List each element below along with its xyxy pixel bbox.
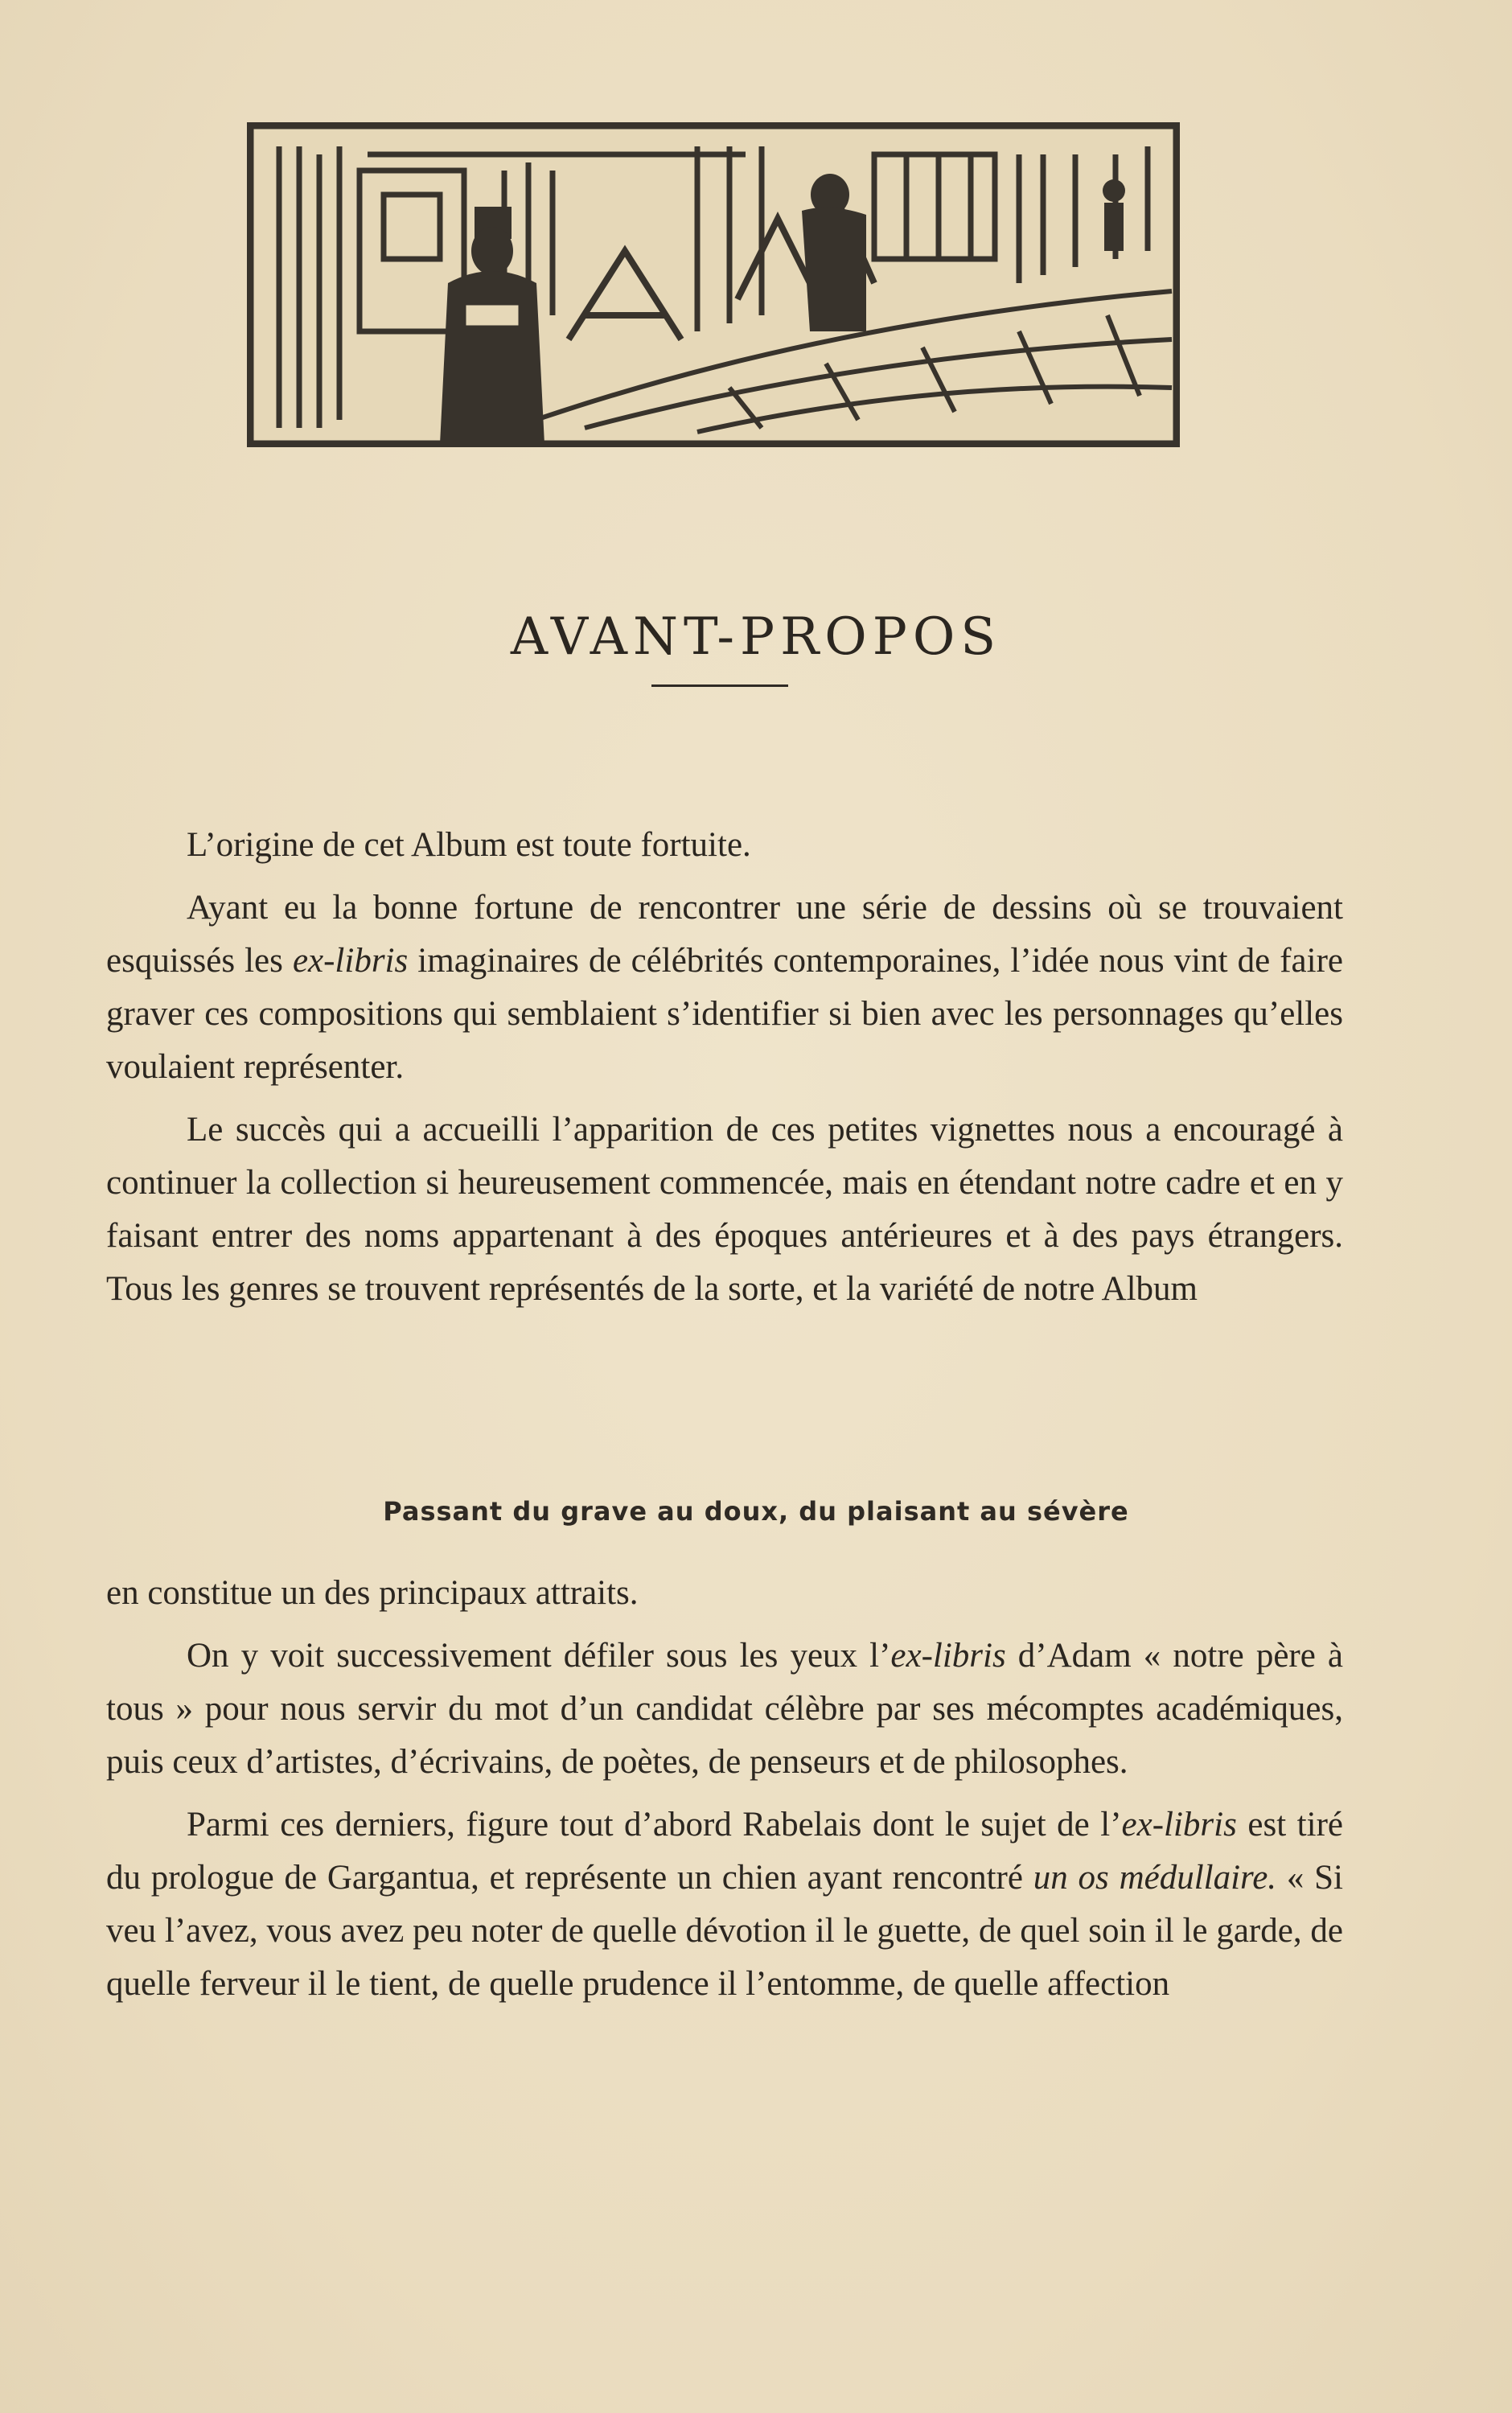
- title-divider: [651, 684, 788, 687]
- paragraph-6: Parmi ces derniers, figure tout d’abord Rabelais dont le sujet de l’ex-libris est tiré du prologue de Gargantua, et représente un chien ayant rencontré un os médullaire. « Si veu l’avez, vous avez peu noter de quelle dévotion il le guette, de quel soin il le garde, de quelle ferveur il le tient, de quelle prudence il l’entomme, de quelle affection: [106, 1806, 1344, 2003]
- paragraph-5: On y voit successivement défiler sous les yeux l’ex-libris d’Adam « notre père à tous » pour nous servir du mot d’un candidat célèbre par ses mécomptes académiques, puis ceux d’artistes, d’écrivains, de poètes, de penseurs et de philosophes.: [106, 1637, 1343, 1781]
- woodcut-vignette: [247, 122, 1180, 447]
- page-title: AVANT-PROPOS: [510, 606, 1002, 667]
- verse-quote: Passant du grave au doux, du plaisant au sévère: [383, 1496, 1129, 1527]
- body-text-top: [106, 819, 1343, 1326]
- paragraph-4: en constitue un des principaux attraits.: [106, 1574, 639, 1612]
- paragraph-1: L’origine de cet Album est toute fortuite.: [187, 826, 751, 864]
- paragraph-2: Ayant eu la bonne fortune de rencontrer une série de dessins où se trouvaient esquissés les ex-libris imaginaires de célébrités contemporaines, l’idée nous vint de faire graver ces compositions qui semblaient s’identifier si bien avec les personnages qu’elles voulaient représenter.: [106, 889, 1343, 1086]
- woodcut-street-scene-icon: [247, 122, 1180, 447]
- body-text-bottom: [106, 1567, 1343, 2020]
- paragraph-3: Le succès qui a accueilli l’apparition de ces petites vignettes nous a encouragé à continuer la collection si heureusement commencée, mais en étendant notre cadre et en y faisant entrer des noms appartenant à des époques antérieures et à des pays étrangers. Tous les genres se trouvent représentés de la sorte, et la variété de notre Album: [106, 1111, 1343, 1308]
